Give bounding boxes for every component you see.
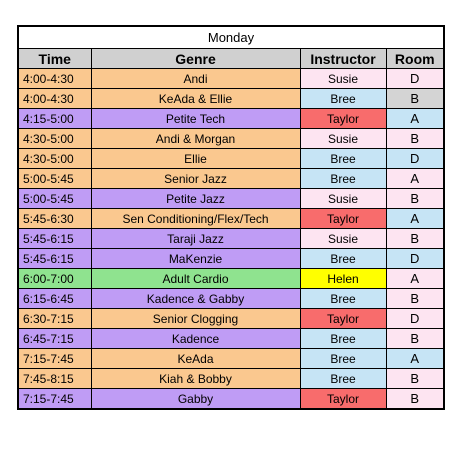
genre-cell: Sen Conditioning/Flex/Tech <box>91 209 300 229</box>
room-cell: D <box>386 249 444 269</box>
table-row <box>18 269 444 289</box>
room-cell: A <box>386 349 444 369</box>
instructor-cell: Taylor <box>300 209 386 229</box>
instructor-cell: Helen <box>300 269 386 289</box>
genre-cell: Andi <box>91 69 300 89</box>
table-row <box>18 309 444 329</box>
time-cell: 4:30-5:00 <box>18 149 91 169</box>
room-cell: B <box>386 389 444 410</box>
genre-cell: Kiah & Bobby <box>91 369 300 389</box>
genre-cell: Ellie <box>91 149 300 169</box>
instructor-cell: Taylor <box>300 309 386 329</box>
room-cell: D <box>386 149 444 169</box>
instructor-cell: Taylor <box>300 109 386 129</box>
time-cell: 6:00-7:00 <box>18 269 91 289</box>
time-cell: 4:00-4:30 <box>18 69 91 89</box>
table-row <box>18 389 444 410</box>
room-cell: B <box>386 289 444 309</box>
genre-cell: Petite Jazz <box>91 189 300 209</box>
genre-cell: Kadence <box>91 329 300 349</box>
table-row <box>18 369 444 389</box>
genre-cell: Kadence & Gabby <box>91 289 300 309</box>
instructor-cell: Bree <box>300 149 386 169</box>
table-row <box>18 349 444 369</box>
room-cell: D <box>386 309 444 329</box>
instructor-cell: Bree <box>300 169 386 189</box>
instructor-header: Instructor <box>300 49 386 69</box>
time-cell: 5:45-6:15 <box>18 229 91 249</box>
time-cell: 6:45-7:15 <box>18 329 91 349</box>
instructor-cell: Bree <box>300 89 386 109</box>
room-cell: B <box>386 369 444 389</box>
title-row <box>18 26 444 49</box>
room-cell: B <box>386 229 444 249</box>
instructor-cell: Taylor <box>300 389 386 410</box>
instructor-cell: Bree <box>300 369 386 389</box>
time-cell: 5:45-6:15 <box>18 249 91 269</box>
table-row <box>18 69 444 89</box>
genre-cell: KeAda & Ellie <box>91 89 300 109</box>
time-cell: 6:15-6:45 <box>18 289 91 309</box>
genre-cell: Petite Tech <box>91 109 300 129</box>
instructor-cell: Bree <box>300 329 386 349</box>
table-row <box>18 249 444 269</box>
genre-cell: MaKenzie <box>91 249 300 269</box>
instructor-cell: Bree <box>300 249 386 269</box>
instructor-cell: Susie <box>300 129 386 149</box>
room-cell: A <box>386 109 444 129</box>
time-cell: 5:00-5:45 <box>18 169 91 189</box>
time-cell: 5:45-6:30 <box>18 209 91 229</box>
genre-cell: Andi & Morgan <box>91 129 300 149</box>
instructor-cell: Susie <box>300 69 386 89</box>
table-row <box>18 289 444 309</box>
time-cell: 5:00-5:45 <box>18 189 91 209</box>
room-header: Room <box>386 49 444 69</box>
table-row <box>18 329 444 349</box>
table-row <box>18 229 444 249</box>
table-row <box>18 149 444 169</box>
room-cell: D <box>386 69 444 89</box>
time-cell: 7:15-7:45 <box>18 389 91 410</box>
table-row <box>18 129 444 149</box>
table-row <box>18 189 444 209</box>
table-row <box>18 209 444 229</box>
instructor-cell: Susie <box>300 229 386 249</box>
genre-cell: KeAda <box>91 349 300 369</box>
genre-cell: Gabby <box>91 389 300 410</box>
header-row <box>18 49 444 69</box>
room-cell: A <box>386 209 444 229</box>
time-cell: 7:45-8:15 <box>18 369 91 389</box>
instructor-cell: Bree <box>300 349 386 369</box>
room-cell: A <box>386 269 444 289</box>
time-cell: 6:30-7:15 <box>18 309 91 329</box>
genre-cell: Taraji Jazz <box>91 229 300 249</box>
schedule-table <box>17 25 445 410</box>
time-cell: 7:15-7:45 <box>18 349 91 369</box>
genre-cell: Senior Jazz <box>91 169 300 189</box>
table-row <box>18 169 444 189</box>
table-row <box>18 109 444 129</box>
time-header: Time <box>18 49 91 69</box>
room-cell: B <box>386 329 444 349</box>
instructor-cell: Bree <box>300 289 386 309</box>
time-cell: 4:15-5:00 <box>18 109 91 129</box>
room-cell: B <box>386 89 444 109</box>
instructor-cell: Susie <box>300 189 386 209</box>
room-cell: B <box>386 189 444 209</box>
room-cell: B <box>386 129 444 149</box>
schedule-body <box>18 69 444 410</box>
genre-header: Genre <box>91 49 300 69</box>
table-row <box>18 89 444 109</box>
genre-cell: Senior Clogging <box>91 309 300 329</box>
day-title: Monday <box>18 26 444 49</box>
time-cell: 4:30-5:00 <box>18 129 91 149</box>
room-cell: A <box>386 169 444 189</box>
time-cell: 4:00-4:30 <box>18 89 91 109</box>
genre-cell: Adult Cardio <box>91 269 300 289</box>
